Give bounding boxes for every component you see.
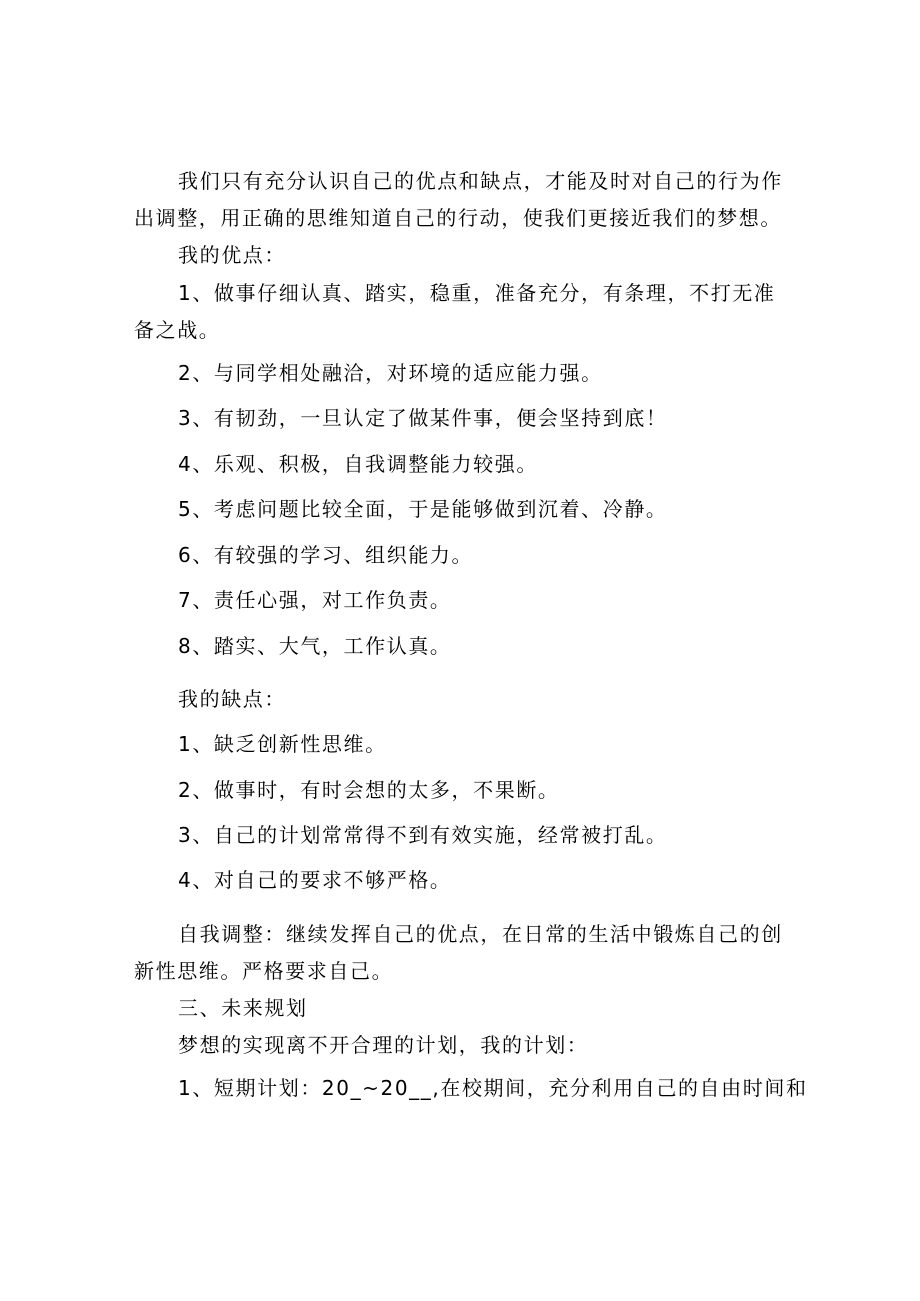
strength-item-2: 2、与同学相处融洽，对环境的适应能力强。 bbox=[178, 361, 603, 385]
strength-item-1-line-1: 1、做事仔细认真、踏实，稳重，准备充分，有条理，不打无准 bbox=[178, 281, 776, 305]
future-plan-intro: 梦想的实现离不开合理的计划，我的计划： bbox=[178, 1033, 589, 1057]
strength-item-3: 3、有韧劲，一旦认定了做某件事，便会坚持到底！ bbox=[178, 406, 668, 430]
weakness-item-3: 3、自己的计划常常得不到有效实施，经常被打乱。 bbox=[178, 823, 668, 847]
weakness-item-4: 4、对自己的要求不够严格。 bbox=[178, 868, 452, 892]
adjustment-paragraph-line-1: 自我调整：继续发挥自己的优点，在日常的生活中锻炼自己的创 bbox=[178, 922, 783, 946]
strength-item-6: 6、有较强的学习、组织能力。 bbox=[178, 543, 474, 567]
future-plan-heading: 三、未来规划 bbox=[178, 996, 308, 1020]
strengths-heading: 我的优点： bbox=[178, 243, 286, 267]
weakness-item-2: 2、做事时，有时会想的太多，不果断。 bbox=[178, 778, 560, 802]
intro-paragraph-line-1: 我们只有充分认识自己的优点和缺点，才能及时对自己的行为作 bbox=[178, 169, 783, 193]
strength-item-1-line-2: 备之战。 bbox=[134, 318, 221, 342]
weaknesses-heading: 我的缺点： bbox=[178, 687, 286, 711]
adjustment-paragraph-line-2: 新性思维。严格要求自己。 bbox=[134, 959, 394, 983]
future-plan-item-1: 1、短期计划：20_~20__,在校期间，充分利用自己的自由时间和 bbox=[178, 1076, 808, 1100]
weakness-item-1: 1、缺乏创新性思维。 bbox=[178, 732, 387, 756]
strength-item-7: 7、责任心强，对工作负责。 bbox=[178, 588, 452, 612]
strength-item-5: 5、考虑问题比较全面，于是能够做到沉着、冷静。 bbox=[178, 497, 668, 521]
strength-item-8: 8、踏实、大气，工作认真。 bbox=[178, 634, 452, 658]
intro-paragraph-line-2: 出调整，用正确的思维知道自己的行动，使我们更接近我们的梦想。 bbox=[134, 206, 782, 230]
strength-item-4: 4、乐观、积极，自我调整能力较强。 bbox=[178, 452, 538, 476]
